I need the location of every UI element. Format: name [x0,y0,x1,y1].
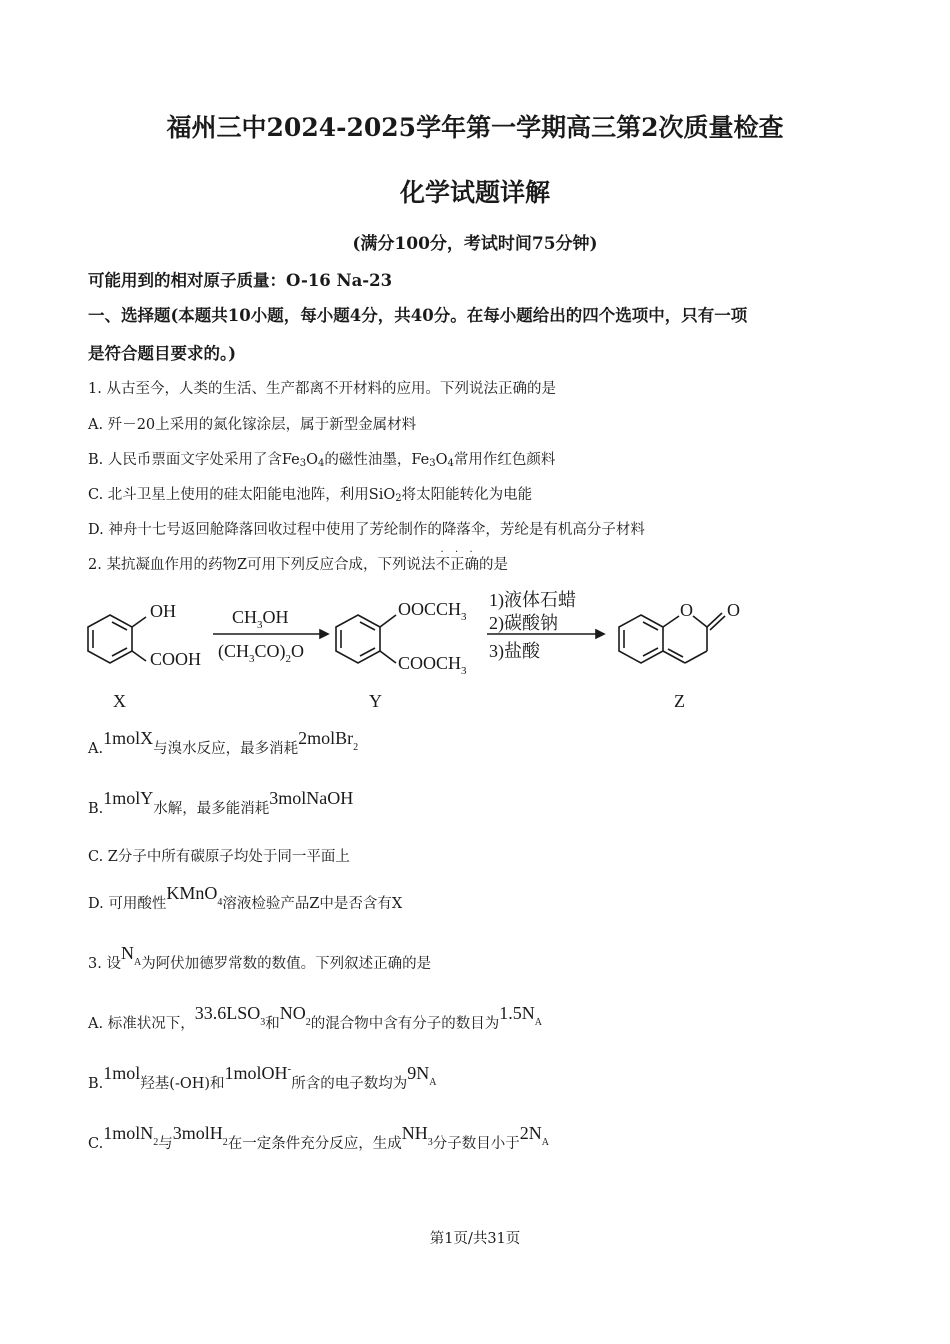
q2-stem: 2. 某抗凝血作用的药物Z可用下列反应合成，下列说法 · 不 · 正 · 确的是 [88,547,509,573]
q1-option-d: D. 神舟十七号返回舱降落回收过程中使用了芳纶制作的降落伞，芳纶是有机高分子材料 [88,522,645,538]
x-cooh-label: COOH [150,649,202,669]
step1-reagent: 1)液体石蜡 [489,590,576,610]
q1-stem: 1. 从古至今，人类的生活、生产都离不开材料的应用。下列说法正确的是 [88,381,556,397]
q3-option-a: A. 标准状况下，$33.6LSO_3$和$NO_2$的混合物中含有分子的数目为$1.5N_A$ [88,1003,542,1032]
section1-heading-line2: 是符合题目要求的。) [88,344,237,363]
step2-reagent: 2)碳酸钠 [489,613,558,633]
q2-option-a: A.1molX与溴水反应，最多消耗2molBr$_2$ [88,728,359,757]
y-compound-label: Y [369,691,382,711]
x-benzene-ring [88,615,132,663]
q2-option-d: D. 可用酸性KMnO$_4$溶液检验产品Z中是否含有X [88,883,403,912]
section1-heading-line1: 一、选择题(本题共10小题，每小题4分，共40分。在每小题给出的四个选项中，只有一项 [88,306,748,325]
y-benzene-ring [336,615,380,663]
q3-option-b: B.1mol羟基(-OH)和1molOH-所含的电子数均为$9N_A$ [88,1063,437,1092]
arrow2-head [596,630,604,638]
q1-option-b: B. 人民币票面文字处采用了含Fe3O4的磁性油墨，Fe3O4常用作红色颜料 [88,452,556,469]
x-oh-label: OH [150,601,176,621]
z-carbonyl-oxygen: O [727,600,740,620]
y-ester-top-label: $OOCCH_3$ [398,599,467,623]
z-benzene-ring [619,615,663,663]
z-ring-oxygen: O [680,600,693,620]
q2-option-c: C. Z分子中所有碳原子均处于同一平面上 [88,849,350,865]
arrow1-head [320,630,328,638]
z-compound-label: Z [674,691,685,711]
exam-info: (满分100分，考试时间75分钟) [352,234,598,254]
arrow1-reagent-bottom: $(CH_3CO)_2O$ [218,641,304,665]
page-number: 第1页/共31页 [429,1231,521,1247]
q2-option-b: B.1molY水解，最多能消耗3molNaOH [88,788,354,817]
x-compound-label: X [113,691,126,711]
q3-stem: 3. 设$N_A$为阿伏加德罗常数的数值。下列叙述正确的是 [88,943,432,972]
doc-title-line1: 福州三中2024-2025学年第一学期高三第2次质量检查 [166,113,784,142]
q1-option-a: A. 歼－20上采用的氮化镓涂层，属于新型金属材料 [88,417,417,433]
doc-title-line2: 化学试题详解 [399,178,550,207]
q1-option-c: C. 北斗卫星上使用的硅太阳能电池阵，利用SiO2将太阳能转化为电能 [88,487,533,504]
arrow1-reagent-top: $CH_3OH$ [232,607,289,631]
q3-option-c: C.1molN$_2$与3molH$_2$在一定条件充分反应，生成$NH_3$分子数目小于$2N_A$ [88,1123,549,1152]
step3-reagent: 3)盐酸 [489,641,540,661]
reaction-scheme [80,583,780,713]
y-ester-bottom-label: $COOCH_3$ [398,653,467,677]
atomic-masses: 可能用到的相对原子质量：O-16 Na-23 [88,271,393,290]
